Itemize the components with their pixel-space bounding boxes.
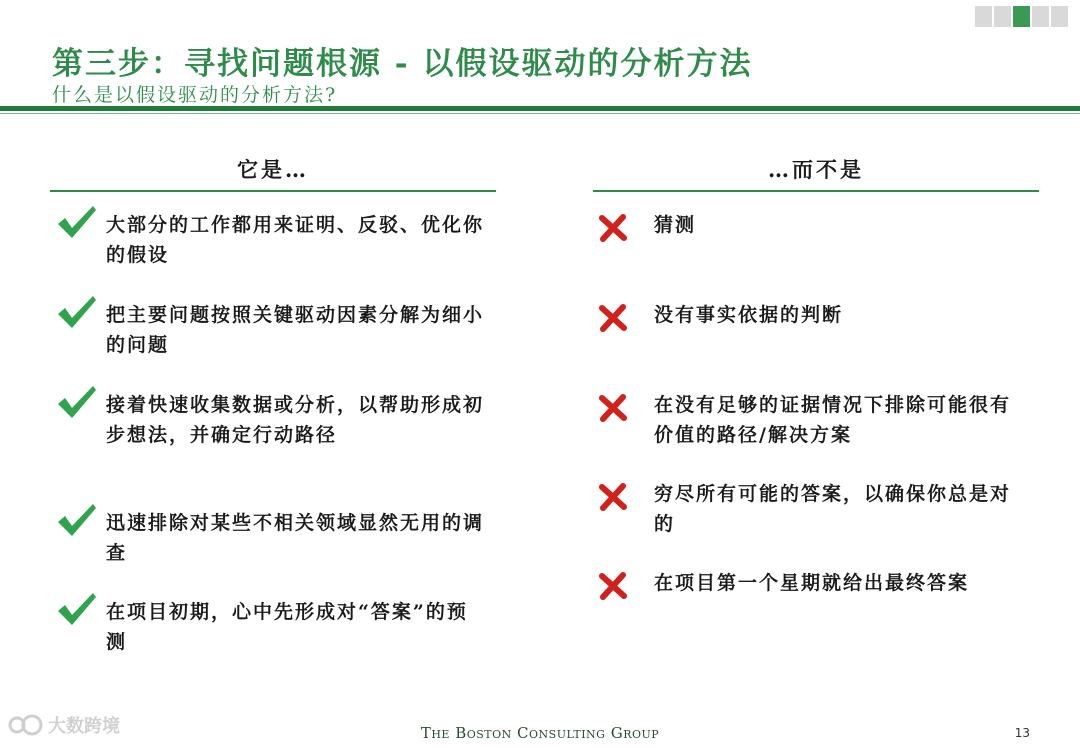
rather-than-heading: …而不是 [768,157,864,182]
progress-segment [1032,6,1049,27]
progress-segment-current [1013,6,1030,27]
list-item-text: 把主要问题按照关键驱动因素分解为细小的问题 [106,304,485,356]
it-is-heading: 它是… [237,157,309,182]
list-item [56,597,486,657]
list-item-text: 在没有足够的证据情况下排除可能很有价值的路径/解决方案 [654,394,1012,446]
column-divider [593,190,1039,192]
page-number: 13 [1014,726,1030,740]
cross-icon [598,394,654,422]
slide-title: 第三步：寻找问题根源 - 以假设驱动的分析方法 [52,46,753,82]
list-item-text: 在项目第一个星期就给出最终答案 [654,572,970,594]
check-icon [56,204,106,242]
progress-segment [994,6,1011,27]
progress-segment [975,6,992,27]
cross-icon [598,572,654,600]
list-item [56,390,486,450]
progress-tracker [975,6,1068,27]
company-brand-text: The Boston Consulting Group [420,724,660,742]
cross-icon [598,214,654,242]
company-brand [0,724,1080,742]
list-item-text: 大部分的工作都用来证明、反驳、优化你的假设 [106,214,485,266]
slide-subtitle: 什么是以假设驱动的分析方法? [52,84,338,106]
list-item [598,300,1028,332]
title-divider-thin [0,113,1080,114]
list-item-text: 猜测 [654,214,697,236]
list-item-text: 穷尽所有可能的答案，以确保你总是对的 [654,483,1012,535]
check-icon [56,384,106,422]
check-icon [56,294,106,332]
watermark-text: 大数跨境 [48,716,120,737]
progress-segment [1051,6,1068,27]
list-item-text: 没有事实依据的判断 [654,304,844,326]
cross-icon [598,483,654,511]
list-item [598,568,1028,600]
column-divider [50,190,496,192]
check-icon [56,591,106,629]
list-item [598,479,1028,539]
list-item [598,390,1028,450]
list-item [56,210,486,270]
list-item-text: 迅速排除对某些不相关领域显然无用的调查 [106,512,485,564]
title-divider [0,106,1080,111]
list-item-text: 在项目初期，心中先形成对“答案”的预测 [106,601,468,653]
list-item [598,210,1028,242]
list-item [56,508,486,568]
check-icon [56,502,106,540]
list-item-text: 接着快速收集数据或分析，以帮助形成初步想法，并确定行动路径 [106,394,485,446]
cross-icon [598,304,654,332]
list-item [56,300,486,360]
